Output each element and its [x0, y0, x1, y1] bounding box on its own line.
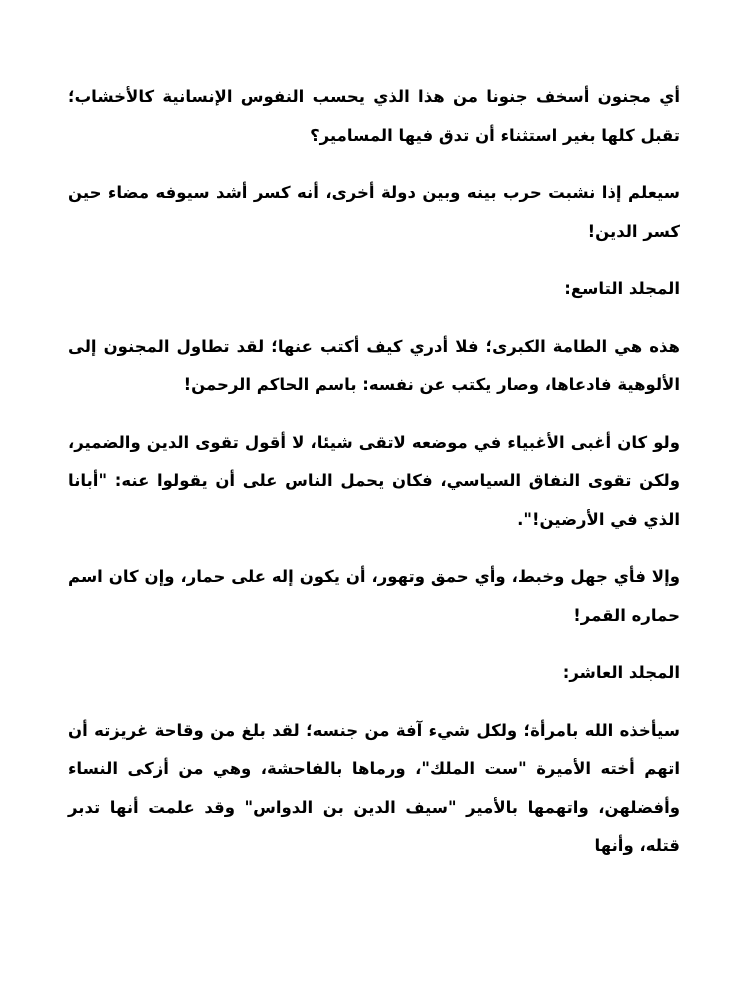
paragraph-madman-souls: أي مجنون أسخف جنونا من هذا الذي يحسب النفوس الإنسانية كالأخشاب؛ تقبل كلها بغير استثناء أن تدق فيها المسامير؟ [68, 87, 680, 145]
paragraph-war-religion: سيعلم إذا نشبت حرب بينه وبين دولة أخرى، أنه كسر أشد سيوفه مضاء حين كسر الدين! [68, 183, 680, 241]
section-heading-volume-nine: المجلد التاسع: [564, 279, 680, 298]
paragraph-political-hypocrisy: ولو كان أغبى الأغبياء في موضعه لاتقى شيئا، لا أقول تقوى الدين والضمير، ولكن تقوى النفاق السياسي، فكان يحمل الناس على أن يقولوا عنه: "أبانا الذي في الأرضين!". [68, 432, 680, 529]
paragraph-donkey-moon: وإلا فأي جهل وخبط، وأي حمق وتهور، أن يكون إله على حمار، وإن كان اسم حماره القمر! [68, 567, 680, 625]
section-heading-volume-ten: المجلد العاشر: [562, 663, 680, 682]
paragraph-sister-accusation: سيأخذه الله بامرأة؛ ولكل شيء آفة من جنسه؛ لقد بلغ من وقاحة غريزته أن اتهم أخته الأميرة "ست الملك"، ورماها بالفاحشة، وهي من أزكى النساء وأفضلهن، واتهمها بالأمير "سيف الدين بن الدواس" وقد علمت أنها تدبر قتله، وأنها [68, 720, 680, 855]
document-page [68, 78, 680, 885]
paragraph-divinity-claim: هذه هي الطامة الكبرى؛ فلا أدري كيف أكتب عنها؛ لقد تطاول المجنون إلى الألوهية فادعاها، وصار يكتب عن نفسه: باسم الحاكم الرحمن! [68, 336, 680, 394]
